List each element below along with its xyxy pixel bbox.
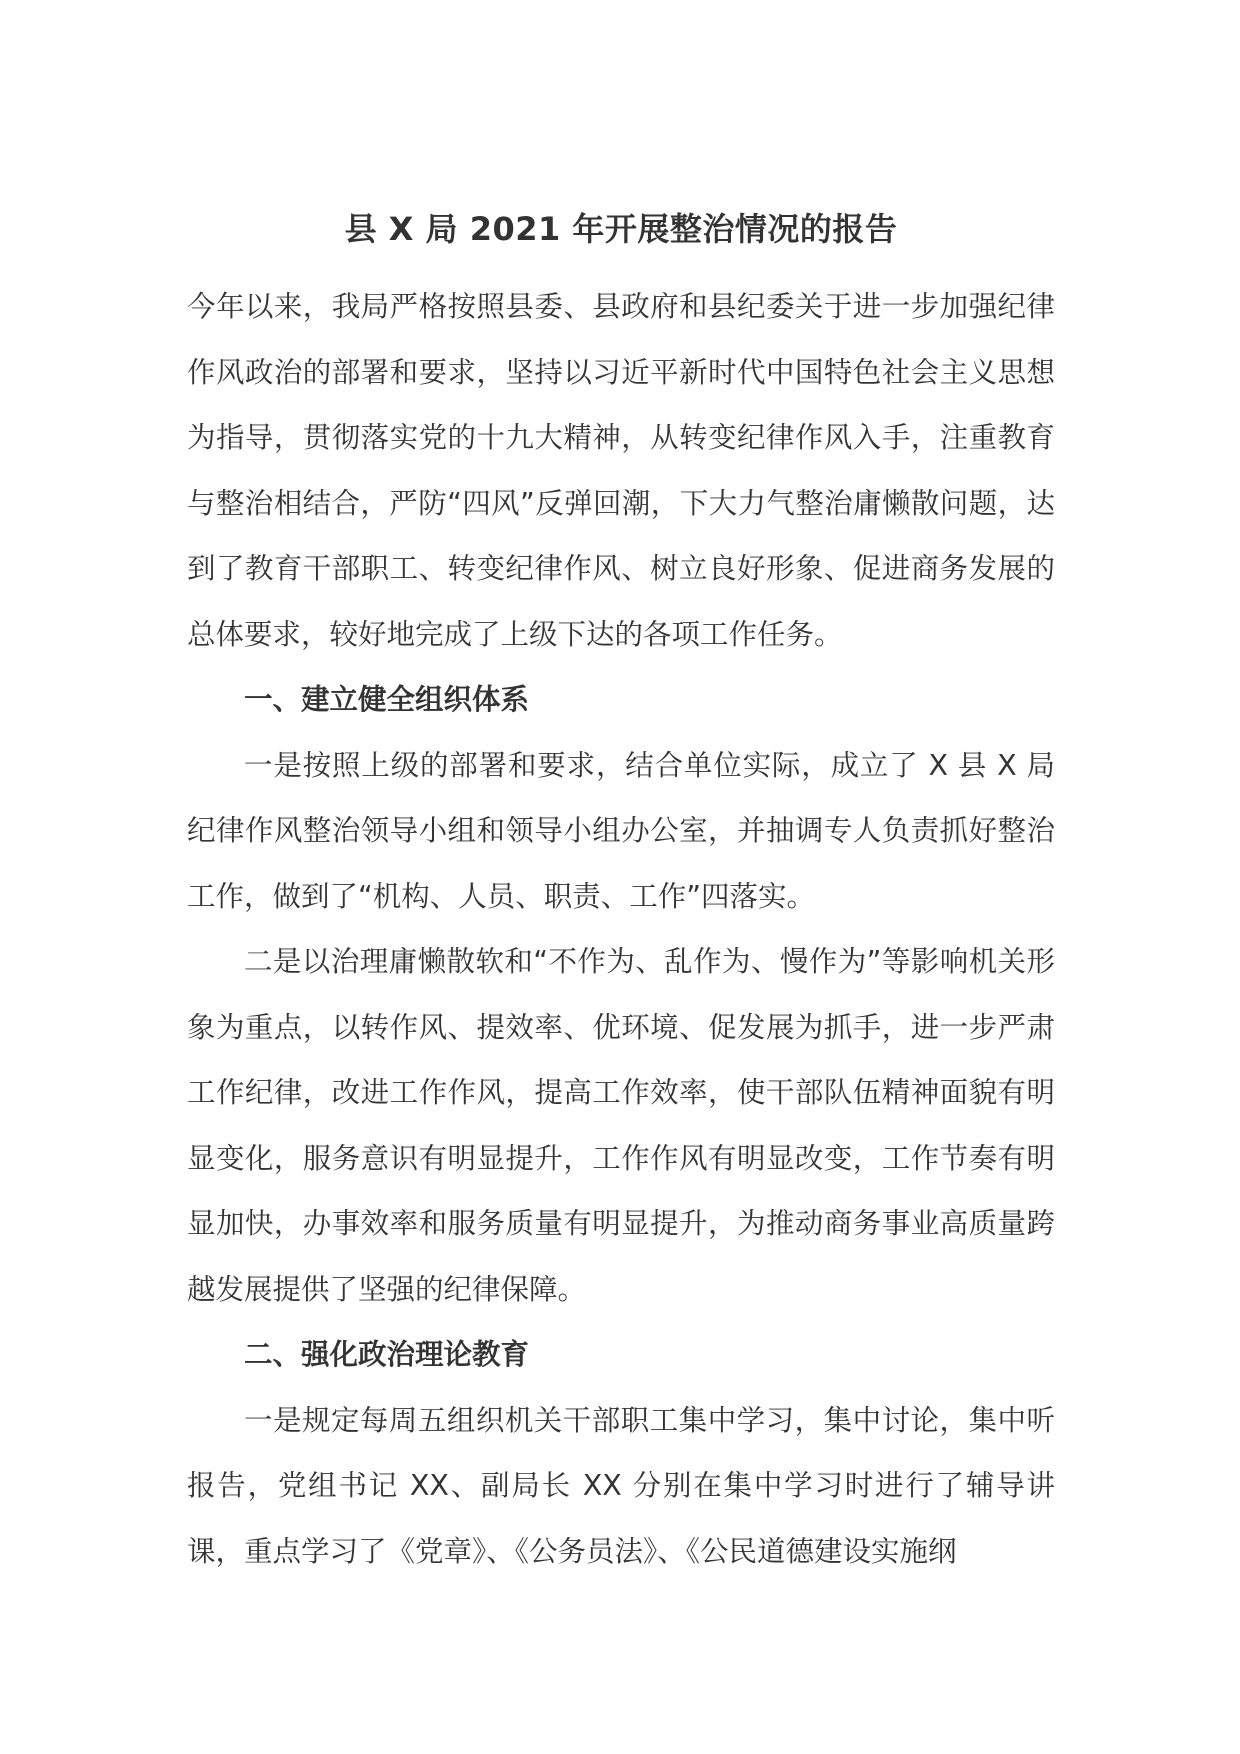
body-paragraph: 一是规定每周五组织机关干部职工集中学习，集中讨论，集中听报告，党组书记 XX、副局长 XX 分别在集中学习时进行了辅导讲课，重点学习了《党章》、《公务员法》、《公民道德建设实施纲 <box>187 1403 1055 1568</box>
document-title: 县 X 局 2021 年开展整治情况的报告 <box>344 210 898 248</box>
section-heading: 一、建立健全组织体系 <box>244 683 530 716</box>
body-paragraph: 一是按照上级的部署和要求，结合单位实际，成立了 X 县 X 局纪律作风整治领导小组和领导小组办公室，并抽调专人负责抓好整治工作，做到了“机构、人员、职责、工作”四落实。 <box>187 748 1055 913</box>
section-heading: 二、强化政治理论教育 <box>244 1338 530 1371</box>
document-page <box>187 205 1055 1584</box>
section-1 <box>187 667 1055 1322</box>
section-2 <box>187 1322 1055 1584</box>
intro-paragraph: 今年以来，我局严格按照县委、县政府和县纪委关于进一步加强纪律作风政治的部署和要求，坚持以习近平新时代中国特色社会主义思想为指导，贯彻落实党的十九大精神，从转变纪律作风入手，注重教育与整治相结合，严防“四风”反弹回潮，下大力气整治庸懒散问题，达到了教育干部职工、转变纪律作风、树立良好形象、促进商务发展的总体要求，较好地完成了上级下达的各项工作任务。 <box>187 290 1055 651</box>
body-paragraph: 二是以治理庸懒散软和“不作为、乱作为、慢作为”等影响机关形象为重点，以转作风、提效率、优环境、促发展为抓手，进一步严肃工作纪律，改进工作作风，提高工作效率，使干部队伍精神面貌有明显变化，服务意识有明显提升，工作作风有明显改变，工作节奏有明显加快，办事效率和服务质量有明显提升，为推动商务事业高质量跨越发展提供了坚强的纪律保障。 <box>187 945 1055 1306</box>
